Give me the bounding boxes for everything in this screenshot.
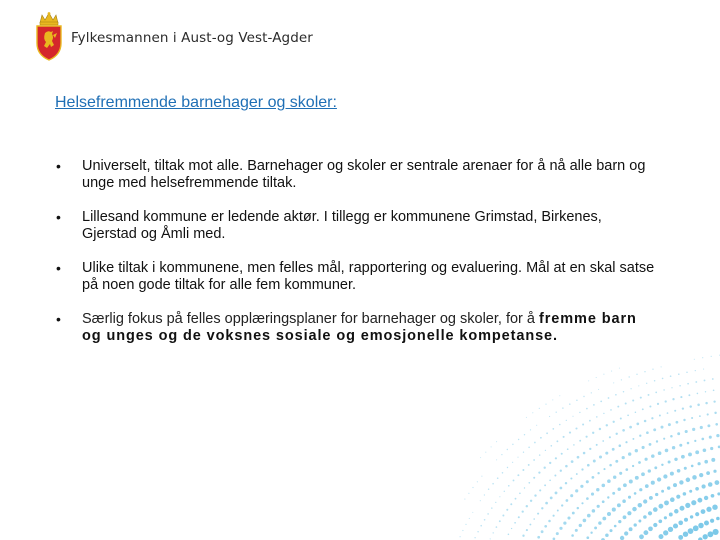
list-item: [56, 209, 656, 243]
bullet-text-emphasis: fremme barn og unges og de voksnes sosiale og emosjonelle kompetanse.: [82, 311, 637, 344]
bullet-mark: •: [56, 158, 61, 174]
slide-title: Helsefremmende barnehager og skoler:: [55, 94, 337, 111]
organization-name: Fylkesmannen i Aust-og Vest-Agder: [71, 30, 313, 46]
list-item: [56, 260, 656, 294]
bullet-text: Universelt, tiltak mot alle. Barnehager og skoler er sentrale arenaer for å nå alle barn og unge med helsefremmende tiltak.: [82, 158, 646, 191]
bullet-text-lead: Særlig fokus på felles opplæringsplaner for barnehager og skoler, for å: [82, 311, 535, 327]
halftone-dot-pattern: [380, 300, 720, 540]
header: [34, 10, 313, 62]
bullet-mark: •: [56, 260, 61, 276]
list-item: [56, 158, 656, 192]
bullet-mark: •: [56, 209, 61, 225]
bullet-mark: •: [56, 311, 61, 327]
norwegian-lion-crest-icon: [34, 11, 64, 61]
bullet-text: Lillesand kommune er ledende aktør. I tillegg er kommunene Grimstad, Birkenes, Gjerstad og Åmli med.: [82, 209, 602, 242]
bullet-text: Ulike tiltak i kommunene, men felles mål, rapportering og evaluering. Mål at en skal satse på noen gode tiltak for alle fem kommuner.: [82, 260, 655, 293]
